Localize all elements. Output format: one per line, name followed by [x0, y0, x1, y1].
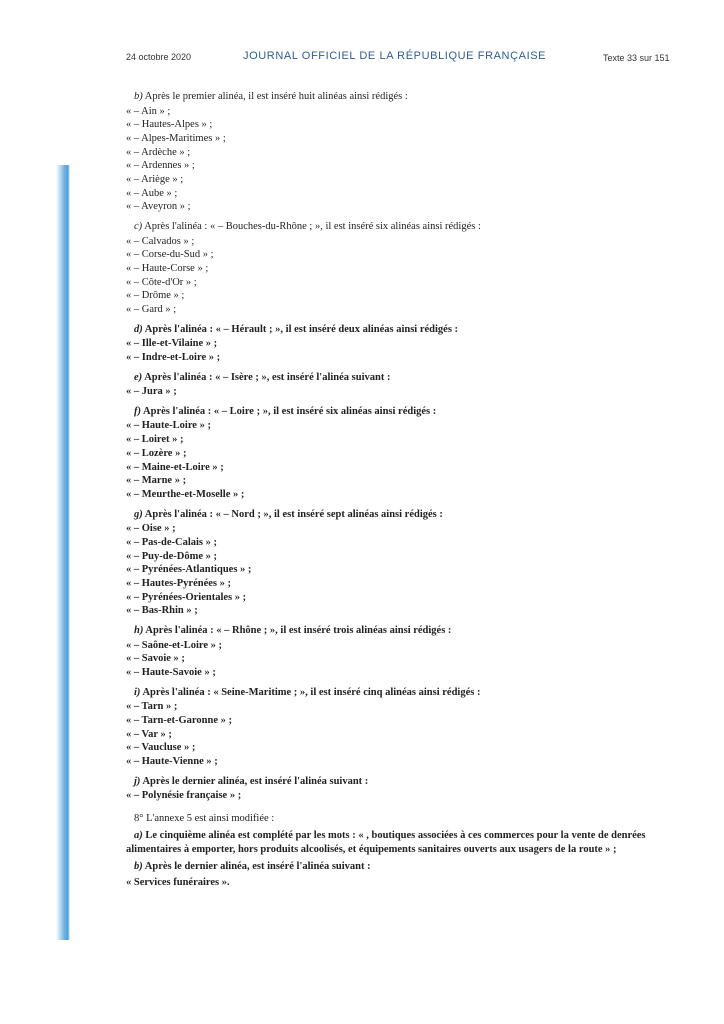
- department-list: [126, 419, 686, 501]
- section-intro: [126, 323, 686, 338]
- department-list: [126, 700, 686, 769]
- point-8-a-letter: a): [134, 830, 143, 841]
- section-letter: i): [134, 686, 141, 698]
- section-intro: [126, 508, 686, 523]
- list-item: « – Vaucluse » ;: [126, 742, 196, 754]
- list-item: « – Hautes-Pyrénées » ;: [126, 577, 231, 589]
- list-item: « – Drôme » ;: [126, 290, 185, 302]
- section-intro-text: Après l'alinéa : « – Rhône ; », il est inséré trois alinéas ainsi rédigés :: [143, 625, 452, 637]
- section-letter: g): [134, 508, 143, 520]
- section-e: [126, 371, 686, 399]
- list-item: « – Calvados » ;: [126, 235, 195, 247]
- section-intro-text: Après l'alinéa : « – Nord ; », il est inséré sept alinéas ainsi rédigés :: [142, 508, 443, 520]
- department-list: [126, 337, 686, 364]
- section-intro: [126, 371, 686, 386]
- list-item: « – Aube » ;: [126, 187, 178, 199]
- section-intro-text: Après l'alinéa : « – Bouches-du-Rhône ; », il est inséré six alinéas ainsi rédigés :: [142, 221, 481, 233]
- list-item: « – Puy-de-Dôme » ;: [126, 550, 217, 562]
- section-letter: c): [134, 221, 143, 233]
- list-item: « – Haute-Corse » ;: [126, 263, 209, 275]
- department-list: [126, 639, 686, 680]
- list-item: « – Lozère » ;: [126, 447, 187, 459]
- point-8-a-text: Le cinquième alinéa est complété par les mots : « , boutiques associées à ces commerces pour la vente de denrées alimentaires à emporter, hors produits alcoolisés, et équipements sanitaires ouverts aux usagers de la route » ;: [126, 830, 646, 855]
- point-8-b-item: « Services funéraires ».: [126, 877, 230, 888]
- list-item: « – Alpes-Maritimes » ;: [126, 132, 226, 144]
- point-8-a: [126, 829, 686, 856]
- department-list: [126, 235, 686, 317]
- section-intro-text: Après l'alinéa : « – Isère ; », est inséré l'alinéa suivant :: [142, 371, 391, 383]
- list-item: « – Loiret » ;: [126, 434, 184, 446]
- list-item: « – Haute-Savoie » ;: [126, 667, 216, 678]
- section-intro-text: Après l'alinéa : « Seine-Maritime ; », il est inséré cinq alinéas ainsi rédigés :: [140, 686, 481, 698]
- point-8-title: 8° L'annexe 5 est ainsi modifiée :: [134, 813, 275, 824]
- section-c: [126, 220, 686, 317]
- section-letter: j): [134, 775, 141, 787]
- header-date: 24 octobre 2020: [126, 52, 192, 62]
- section-intro: [126, 775, 686, 790]
- list-item: « – Tarn » ;: [126, 701, 178, 713]
- department-list: [126, 789, 686, 803]
- list-item: « – Corse-du-Sud » ;: [126, 249, 214, 261]
- list-item: « – Jura » ;: [126, 386, 177, 398]
- point-8-b-letter: b): [134, 861, 143, 872]
- section-intro-text: Après le premier alinéa, il est inséré huit alinéas ainsi rédigés :: [142, 91, 408, 102]
- list-item: « – Indre-et-Loire » ;: [126, 352, 221, 364]
- section-f: [126, 405, 686, 502]
- section-d: [126, 323, 686, 365]
- list-item: « – Pyrénées-Orientales » ;: [126, 591, 247, 603]
- list-item: « – Savoie » ;: [126, 653, 185, 665]
- document-body: [126, 90, 686, 809]
- list-item: « – Var » ;: [126, 728, 172, 740]
- list-item: « – Marne » ;: [126, 475, 187, 487]
- section-j: [126, 775, 686, 803]
- department-list: [126, 522, 686, 618]
- list-item: « – Haute-Loire » ;: [126, 420, 211, 432]
- section-i: [126, 686, 686, 769]
- list-item: « – Ariège » ;: [126, 174, 184, 186]
- department-list: [126, 105, 686, 215]
- section-letter: d): [134, 323, 143, 335]
- list-item: « – Meurthe-et-Moselle » ;: [126, 488, 245, 500]
- scan-edge-band: [56, 165, 70, 940]
- list-item: « – Maine-et-Loire » ;: [126, 461, 224, 473]
- list-item: « – Aveyron » ;: [126, 201, 191, 213]
- list-item: « – Pyrénées-Atlantiques » ;: [126, 564, 252, 576]
- list-item: « – Tarn-et-Garonne » ;: [126, 714, 232, 726]
- section-letter: f): [134, 405, 141, 417]
- section-intro-text: Après le dernier alinéa, est inséré l'alinéa suivant :: [140, 775, 369, 787]
- section-intro: [126, 405, 686, 420]
- list-item: « – Côte-d'Or » ;: [126, 276, 197, 288]
- point-8-block: [126, 812, 686, 893]
- list-item: « – Ille-et-Vilaine » ;: [126, 338, 218, 350]
- section-letter: h): [134, 625, 144, 637]
- section-intro-text: Après l'alinéa : « – Loire ; », il est inséré six alinéas ainsi rédigés :: [141, 405, 437, 417]
- list-item: « – Gard » ;: [126, 304, 177, 316]
- list-item: « – Polynésie française » ;: [126, 790, 242, 802]
- list-item: « – Haute-Vienne » ;: [126, 756, 218, 768]
- department-list: [126, 385, 686, 399]
- section-intro: [126, 90, 686, 105]
- point-8-b: [126, 860, 686, 874]
- section-intro: [126, 686, 686, 701]
- page-header: [0, 52, 724, 68]
- list-item: « – Oise » ;: [126, 523, 176, 535]
- list-item: « – Saône-et-Loire » ;: [126, 639, 223, 651]
- section-b: [126, 90, 686, 214]
- section-g: [126, 508, 686, 618]
- journal-title: JOURNAL OFFICIEL DE LA RÉPUBLIQUE FRANÇAISE: [243, 50, 547, 62]
- section-intro: [126, 220, 686, 235]
- list-item: « – Ardennes » ;: [126, 160, 195, 172]
- list-item: « – Ain » ;: [126, 105, 171, 117]
- list-item: « – Bas-Rhin » ;: [126, 605, 198, 617]
- section-letter: b): [134, 91, 143, 102]
- page-number: Texte 33 sur 151: [603, 53, 670, 63]
- section-letter: e): [134, 371, 143, 383]
- list-item: « – Pas-de-Calais » ;: [126, 536, 217, 548]
- section-intro: [126, 624, 686, 639]
- list-item: « – Hautes-Alpes » ;: [126, 119, 213, 131]
- section-intro-text: Après l'alinéa : « – Hérault ; », il est inséré deux alinéas ainsi rédigés :: [142, 323, 459, 335]
- list-item: « – Ardèche » ;: [126, 146, 191, 158]
- point-8-b-text: Après le dernier alinéa, est inséré l'alinéa suivant :: [142, 861, 371, 872]
- section-h: [126, 624, 686, 680]
